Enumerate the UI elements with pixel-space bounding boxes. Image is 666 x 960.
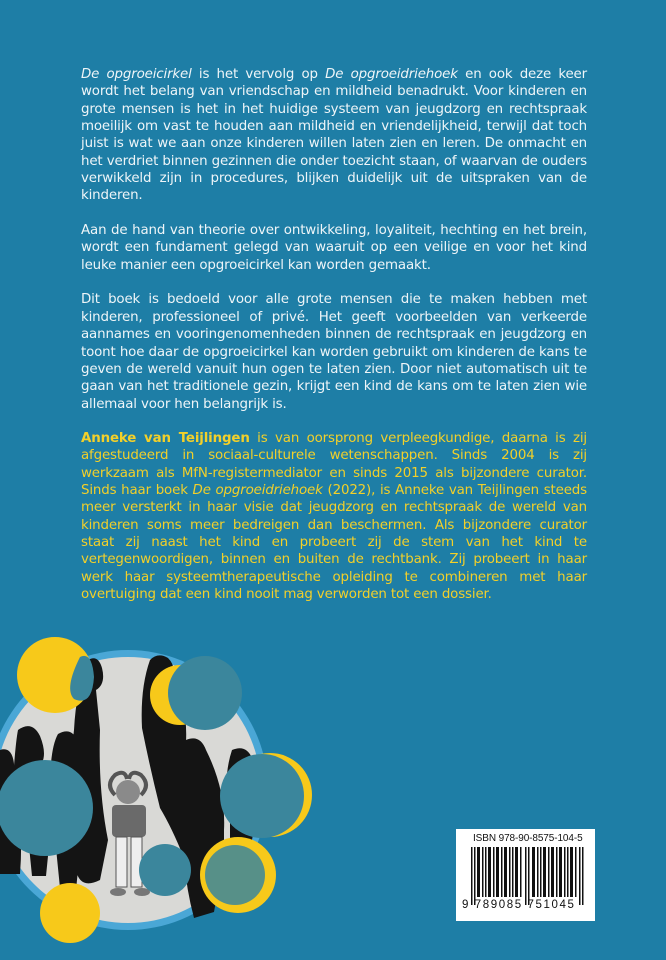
prior-book-title-italic: De opgroeidriehoek xyxy=(325,67,458,82)
blurb-paragraph-3: Dit boek is bedoeld voor alle grote mensen die te maken hebben met kinderen, professioneel of privé. Het geeft voorbeelden van verkeerde aannames en vooringenomenheden binnen de rechtspraak en jeugdzorg en toont hoe daar de opgroeicirkel kan worden gebruikt om kinderen de kans te geven de wereld vanuit hun ogen te laten zien. Door niet automatisch uit te gaan van het traditionele gezin, krijgt een kind de kans om te laten zien wie allemaal voor hen belangrijk is. xyxy=(81,292,587,412)
bio-paragraph: Anneke van Teijlingen is van oorsprong verpleegkundige, daarna is zij afgestudeerd in sociaal-culturele wetenschappen. Sinds 2004 is zij werkzaam als MfN-registermediator en sinds 2015 als bijzondere curator. Sinds haar boek De opgroeidriehoek (2022), is Anneke van Teijlingen steeds meer versterkt in haar visie dat jeugdzorg en rechtspraak de wereld van kinderen soms meer bedreigen dan beschermen. Als bijzondere curator staat zij naast het kind en probeert zij de stem van het kind te vertegenwoordigen, binnen en buiten de rechtbank. Zij probeert in haar werk haar systeemtherapeutische opleiding te combineren met haar overtuiging dat een kind nooit mag verworden tot een dossier. xyxy=(81,431,588,603)
isbn-label: ISBN 978-90-8575-104-5 xyxy=(473,833,583,844)
book-title-italic: De opgroeicirkel xyxy=(81,67,192,82)
blurb-paragraph-1: De opgroeicirkel is het vervolg op De opgroeidriehoek en ook deze keer wordt het belang van vriendschap en mildheid benadrukt. Voor kinderen en grote mensen is het in het huidige systeem van jeugdzorg en rechtspraak moeilijk om vast te houden aan mildheid en vriendelijkheid, terwijl dat toch juist is wat we aan onze kinderen willen laten zien en leren. De onmacht en het verdriet binnen gezinnen die onder toezicht staan, of waarvan de ouders verwikkeld zijn in procedures, blijken duidelijk uit de uitspraken van de kinderen. xyxy=(81,67,587,204)
blurb-paragraph-2: Aan de hand van theorie over ontwikkeling, loyaliteit, hechting en het brein, wordt een fundament gelegd van waaruit op een veilige en voor het kind leuke manier een opgroeicirkel kan worden gemaakt. xyxy=(81,223,587,273)
barcode-digits: 9 789085 751045 xyxy=(462,899,576,911)
silhouette-collage-icon xyxy=(0,630,360,960)
author-bio xyxy=(81,430,587,603)
barcode-icon xyxy=(471,847,584,905)
bio-book-title: De opgroeidriehoek xyxy=(192,483,323,499)
cover-illustration xyxy=(0,630,360,960)
isbn-barcode xyxy=(456,829,595,921)
blurb-text xyxy=(81,66,587,430)
author-name: Anneke van Teijlingen xyxy=(81,431,250,446)
